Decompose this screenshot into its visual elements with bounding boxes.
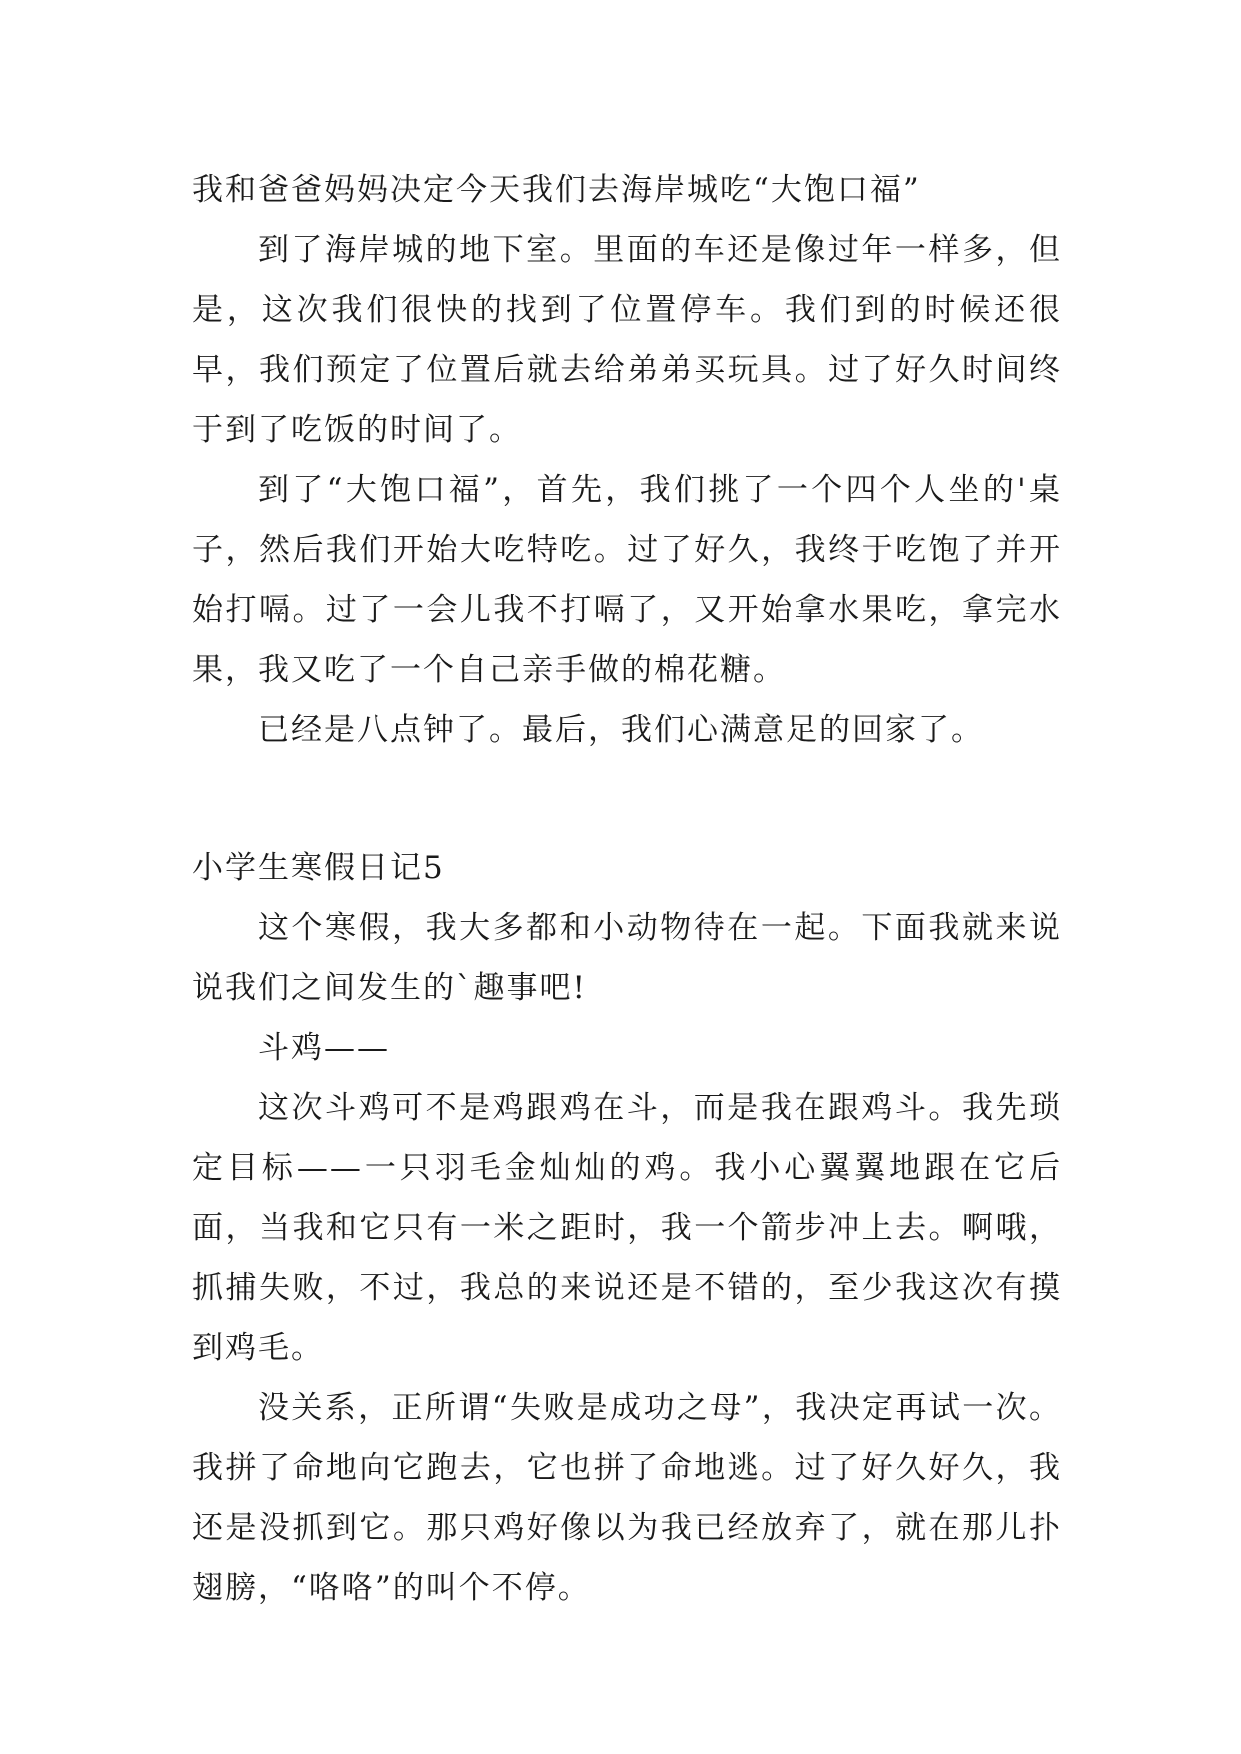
- document-body: [192, 160, 1062, 1618]
- paragraph: 这次斗鸡可不是鸡跟鸡在斗，而是我在跟鸡斗。我先琐定目标——一只羽毛金灿灿的鸡。我小心翼翼地跟在它后面，当我和它只有一米之距时，我一个箭步冲上去。啊哦，抓捕失败，不过，我总的来说还是不错的，至少我这次有摸到鸡毛。: [192, 1090, 1062, 1366]
- section-title: 小学生寒假日记5: [192, 850, 445, 886]
- paragraph: 已经是八点钟了。最后，我们心满意足的回家了。: [258, 712, 984, 748]
- paragraph: 到了“大饱口福”，首先，我们挑了一个四个人坐的'桌子，然后我们开始大吃特吃。过了好久，我终于吃饱了并开始打嗝。过了一会儿我不打嗝了，又开始拿水果吃，拿完水果，我又吃了一个自己亲手做的棉花糖。: [192, 472, 1062, 688]
- paragraph: 到了海岸城的地下室。里面的车还是像过年一样多，但是，这次我们很快的找到了位置停车。我们到的时候还很早，我们预定了位置后就去给弟弟买玩具。过了好久时间终于到了吃饭的时间了。: [192, 232, 1062, 448]
- paragraph: 没关系，正所谓“失败是成功之母”，我决定再试一次。我拼了命地向它跑去，它也拼了命地逃。过了好久好久，我还是没抓到它。那只鸡好像以为我已经放弃了，就在那儿扑翅膀，“咯咯”的叫个不停。: [192, 1390, 1062, 1606]
- subheading: 斗鸡——: [258, 1030, 390, 1066]
- paragraph: 这个寒假，我大多都和小动物待在一起。下面我就来说说我们之间发生的`趣事吧!: [192, 910, 1062, 1006]
- paragraph-intro: 我和爸爸妈妈决定今天我们去海岸城吃“大饱口福”: [192, 172, 921, 208]
